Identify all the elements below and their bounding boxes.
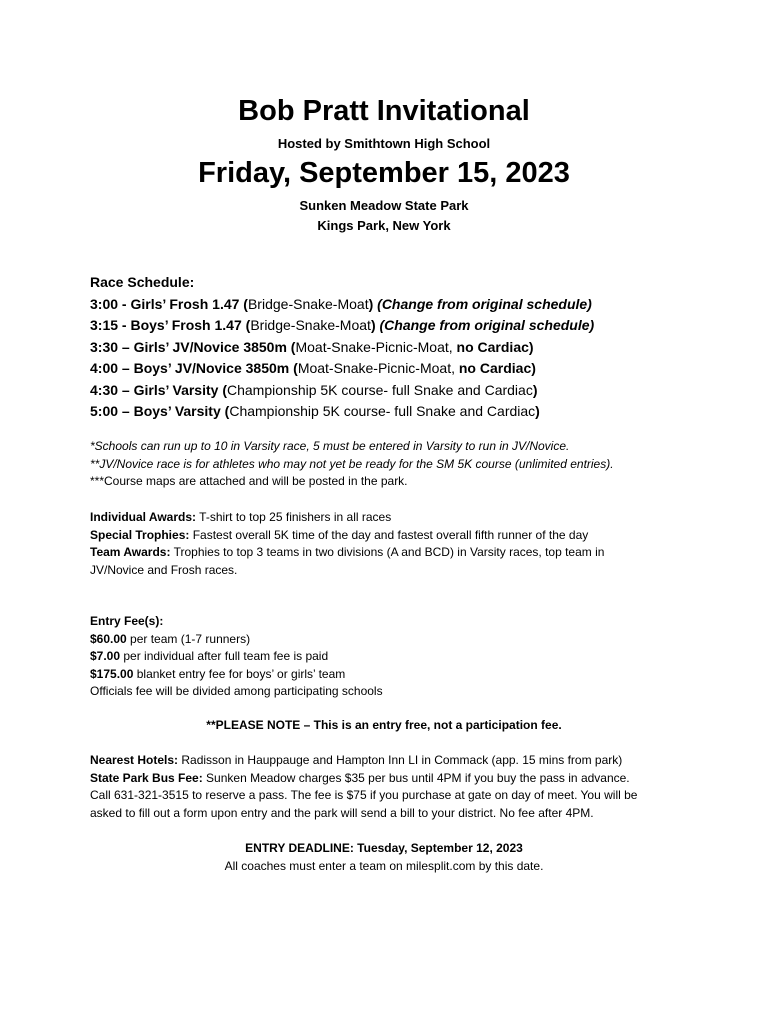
special-trophies: [90, 527, 690, 545]
blanket-fee-amount: $175.00: [90, 666, 134, 681]
page-title: Bob Pratt Invitational: [238, 95, 530, 127]
race-course: Bridge-Snake-Moat: [250, 317, 371, 333]
paren-open: (: [241, 317, 251, 333]
race-time: 4:00 –: [90, 360, 134, 376]
paren-close: ): [370, 317, 376, 333]
venue-location: Kings Park, New York: [317, 218, 451, 233]
team-awards-continued: JV/Novice and Frosh races.: [90, 562, 238, 577]
race-time: 3:15 -: [90, 317, 131, 333]
blanket-fee-text: blanket entry fee for boys’ or girls’ team: [133, 666, 346, 681]
entry-deadline: [0, 840, 768, 875]
officials-fee: Officials fee will be divided among participating schools: [90, 684, 383, 698]
paren-close: ): [535, 403, 540, 419]
schedule-change-note: (Change from original schedule): [373, 295, 592, 312]
deadline-label: ENTRY DEADLINE: Tuesday, September 12, 2023: [245, 841, 523, 855]
schedule-row: [90, 337, 690, 359]
race-name: Boys’ Varsity: [133, 403, 221, 419]
race-time: 3:00 -: [90, 295, 131, 312]
race-course: Bridge-Snake-Moat: [247, 295, 369, 312]
nearest-hotels: [90, 752, 690, 770]
schedule-heading: Race Schedule:: [90, 274, 195, 290]
hotels-text: Radisson in Hauppauge and Hampton Inn LI in Commack (app. 15 mins from park): [178, 753, 623, 767]
race-course: Moat-Snake-Picnic-Moat,: [295, 338, 457, 355]
bus-fee-text: Sunken Meadow charges $35 per bus until 4PM if you buy the pass in advance.: [202, 770, 630, 785]
individual-fee-text: per individual after full team fee is paid: [120, 649, 329, 663]
race-name: Boys’ Frosh 1.47: [130, 317, 242, 333]
hotels-label: Nearest Hotels:: [90, 753, 179, 767]
paren-open: (: [289, 360, 298, 376]
event-date: Friday, September 15, 2023: [198, 157, 570, 189]
race-course: Championship 5K course- full Snake and Cardiac: [229, 403, 536, 419]
note-line: *Schools can run up to 10 in Varsity race, 5 must be entered in Varsity to run in JV/Novice.: [90, 439, 570, 453]
race-name: Girls’ JV/Novice 3850m: [133, 338, 287, 355]
schedule-row: [90, 401, 690, 423]
team-awards: [90, 544, 690, 562]
race-time: 3:30 –: [90, 338, 134, 355]
bus-fee-continued: Call 631-321-3515 to reserve a pass. The fee is $75 if you purchase at gate on day of meet. You will be: [90, 788, 638, 802]
paren-open: (: [286, 338, 296, 355]
individual-fee: [90, 648, 690, 666]
schedule-row: [90, 380, 690, 402]
team-awards-label: Team Awards:: [90, 545, 171, 559]
please-note: **PLEASE NOTE – This is an entry free, not a participation fee.: [206, 718, 562, 732]
bus-fee-continued: asked to fill out a form upon entry and the park will send a bill to your district. No fee after 4PM.: [90, 805, 594, 820]
course-note: no Cardiac: [458, 360, 532, 376]
venue-name: Sunken Meadow State Park: [299, 198, 469, 213]
race-time: 4:30 –: [90, 381, 134, 398]
paren-close: ): [528, 338, 534, 355]
schedule-notes: [90, 438, 690, 491]
schedule-change-note: (Change from original schedule): [375, 317, 595, 333]
paren-close: ): [532, 381, 538, 398]
blanket-fee: [90, 666, 690, 684]
individual-awards-text: T-shirt to top 25 finishers in all races: [196, 510, 392, 524]
paren-close: ): [368, 295, 374, 312]
paren-close: ): [531, 360, 536, 376]
race-time: 5:00 –: [90, 403, 134, 419]
entry-fees: [90, 613, 690, 701]
course-note: no Cardiac: [456, 338, 529, 355]
race-name: Girls’ Frosh 1.47: [130, 295, 240, 312]
logistics-section: [90, 752, 690, 822]
race-course: Championship 5K course- full Snake and Cardiac: [227, 381, 533, 398]
individual-awards: [90, 509, 690, 527]
special-trophies-label: Special Trophies:: [90, 527, 190, 542]
entry-fees-heading: Entry Fee(s):: [90, 614, 164, 628]
race-schedule: [90, 272, 690, 423]
paren-open: (: [220, 403, 230, 419]
schedule-row: [90, 358, 690, 380]
team-awards-text: Trophies to top 3 teams in two divisions (A and BCD) in Varsity races, top team in: [170, 545, 605, 559]
schedule-row: [90, 315, 690, 337]
paren-open: (: [218, 381, 227, 398]
individual-awards-label: Individual Awards:: [90, 510, 197, 524]
team-fee: [90, 631, 690, 649]
awards-section: [90, 509, 690, 579]
schedule-row: [90, 294, 690, 316]
team-fee-text: per team (1-7 runners): [126, 631, 251, 646]
schedule-rows: [90, 294, 690, 423]
race-name: Boys’ JV/Novice 3850m: [133, 360, 290, 376]
bus-fee: [90, 770, 690, 788]
bus-fee-label: State Park Bus Fee:: [90, 770, 203, 785]
special-trophies-text: Fastest overall 5K time of the day and fastest overall fifth runner of the day: [189, 527, 589, 542]
individual-fee-amount: $7.00: [90, 649, 121, 663]
team-fee-amount: $60.00: [90, 631, 127, 646]
note-line: ***Course maps are attached and will be posted in the park.: [90, 474, 408, 488]
deadline-text: All coaches must enter a team on milesplit.com by this date.: [224, 858, 544, 873]
paren-open: (: [239, 295, 248, 312]
note-line: **JV/Novice race is for athletes who may not yet be ready for the SM 5K course (unlimited entries).: [90, 456, 614, 471]
host-line: Hosted by Smithtown High School: [277, 136, 491, 151]
race-name: Girls’ Varsity: [133, 381, 219, 398]
race-course: Moat-Snake-Picnic-Moat,: [297, 360, 459, 376]
